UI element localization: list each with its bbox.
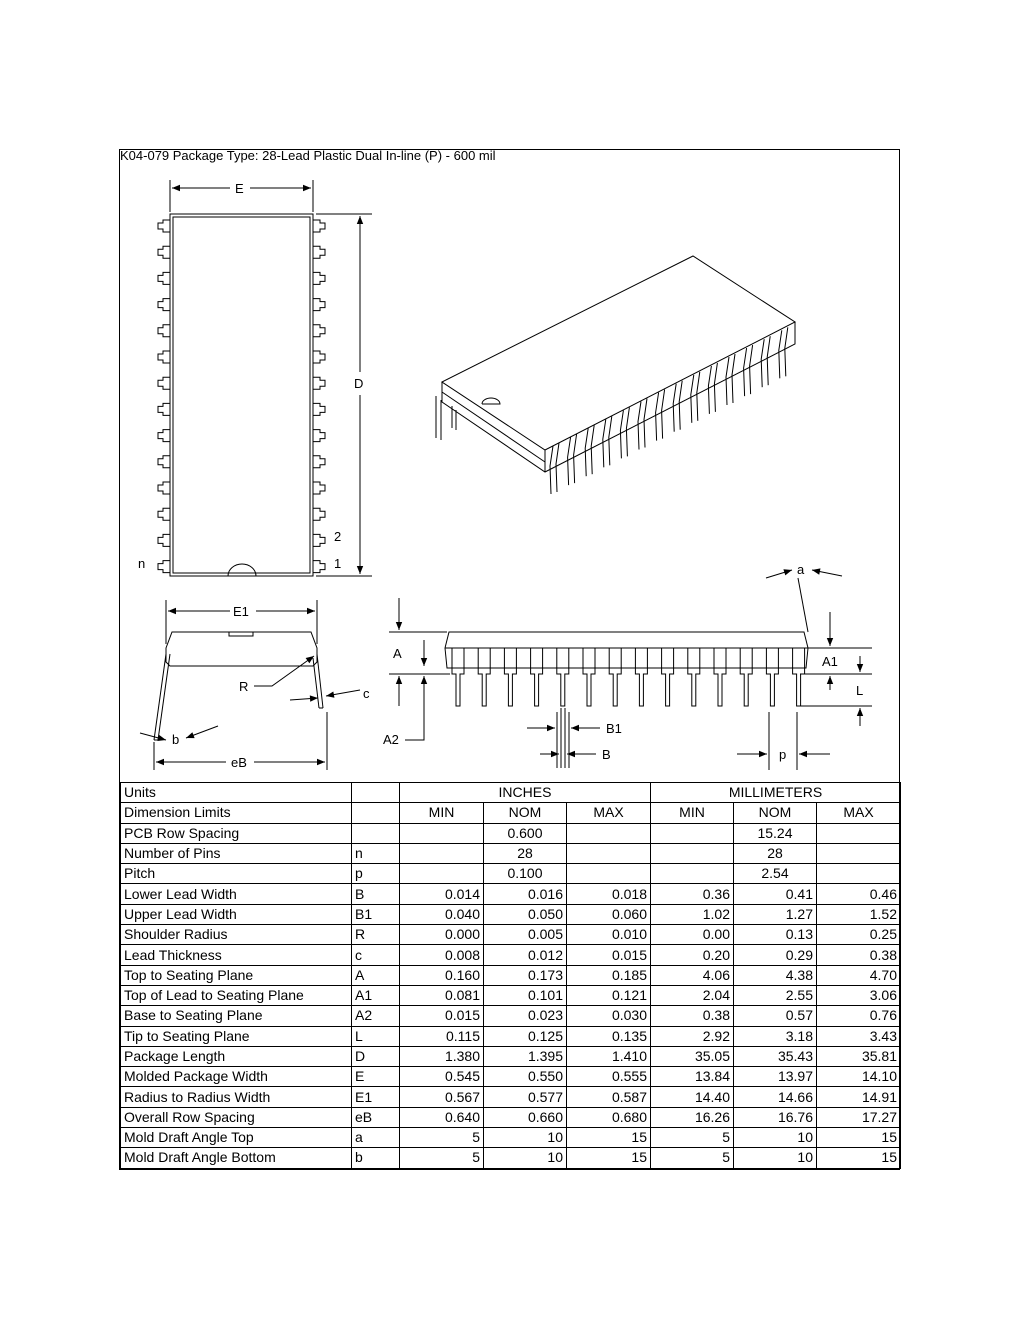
dimension-value: 0.46 <box>817 884 901 904</box>
units-label: Units <box>121 783 352 803</box>
dimension-value: 14.10 <box>817 1067 901 1087</box>
dimension-value: 0.57 <box>734 1006 817 1026</box>
dimension-name: Lead Thickness <box>121 945 352 965</box>
pin-outline <box>313 430 325 442</box>
inches-header: INCHES <box>400 783 651 803</box>
dimension-value: 10 <box>484 1148 567 1168</box>
pin-outline <box>158 534 170 546</box>
label-A2: A2 <box>383 732 399 747</box>
pin-outline <box>313 351 325 363</box>
col-header: NOM <box>734 803 817 823</box>
dimension-symbol: L <box>352 1026 400 1046</box>
dimension-symbol: c <box>352 945 400 965</box>
label-R: R <box>239 679 249 694</box>
dimension-value: 0.015 <box>400 1006 484 1026</box>
dimension-value: 0.29 <box>734 945 817 965</box>
dimension-value <box>817 823 901 843</box>
dimension-name: Top to Seating Plane <box>121 965 352 985</box>
table-row <box>121 985 901 1005</box>
dimension-value: 15.24 <box>734 823 817 843</box>
label-E1: E1 <box>233 604 249 619</box>
pin-outline <box>313 299 325 311</box>
dimension-value: 0.25 <box>817 925 901 945</box>
label-pin2: 2 <box>334 529 342 544</box>
table-row <box>121 1107 901 1127</box>
dimension-symbol: R <box>352 925 400 945</box>
dimension-symbol: b <box>352 1148 400 1168</box>
dimension-value: 1.380 <box>400 1046 484 1066</box>
iso-pin <box>744 345 753 396</box>
side-pin <box>504 648 516 706</box>
dimension-symbol: a <box>352 1128 400 1148</box>
side-pin <box>557 648 569 706</box>
pin-outline <box>158 456 170 468</box>
isometric-view <box>436 256 795 494</box>
table-row <box>121 1148 901 1168</box>
dimension-value: 1.02 <box>651 904 734 924</box>
label-n: n <box>138 556 146 571</box>
dimension-symbol: E1 <box>352 1087 400 1107</box>
pin-outline <box>313 325 325 337</box>
dimension-value <box>567 864 651 884</box>
left-pins <box>158 220 170 573</box>
dimension-value <box>567 843 651 863</box>
side-pin <box>740 648 752 706</box>
dimension-value: 0.38 <box>817 945 901 965</box>
pin-outline <box>313 561 325 573</box>
pin-outline <box>158 482 170 494</box>
pin-outline <box>158 377 170 389</box>
pin-outline <box>313 377 325 389</box>
dimension-value: 10 <box>484 1128 567 1148</box>
dimension-value: 1.410 <box>567 1046 651 1066</box>
dimension-value <box>651 823 734 843</box>
dimension-value <box>651 864 734 884</box>
dimension-value: 0.135 <box>567 1026 651 1046</box>
dimension-value <box>817 864 901 884</box>
dimension-name: Top of Lead to Seating Plane <box>121 985 352 1005</box>
dimension-value: 3.43 <box>817 1026 901 1046</box>
dimension-value: 3.18 <box>734 1026 817 1046</box>
dimension-value: 5 <box>400 1148 484 1168</box>
dimension-value: 0.660 <box>484 1107 567 1127</box>
iso-pin <box>779 327 788 378</box>
dimension-value: 0.577 <box>484 1087 567 1107</box>
dimension-value: 4.38 <box>734 965 817 985</box>
package-title: K04-079 Package Type: 28-Lead Plastic Dual In-line (P) - 600 mil <box>120 148 496 163</box>
pin-outline <box>158 272 170 284</box>
dimension-value: 0.640 <box>400 1107 484 1127</box>
dimension-value: 15 <box>567 1128 651 1148</box>
dimension-value: 0.00 <box>651 925 734 945</box>
dimension-name: Package Length <box>121 1046 352 1066</box>
dimension-value: 13.97 <box>734 1067 817 1087</box>
dimension-value: 0.680 <box>567 1107 651 1127</box>
label-L: L <box>856 683 864 698</box>
pin-outline <box>158 403 170 415</box>
label-E: E <box>235 181 244 196</box>
table-row <box>121 1046 901 1066</box>
pin-outline <box>313 508 325 520</box>
dimension-value <box>651 843 734 863</box>
pin-outline <box>313 456 325 468</box>
dimension-value: 0.567 <box>400 1087 484 1107</box>
table-row <box>121 823 901 843</box>
dimension-value: 0.587 <box>567 1087 651 1107</box>
table-row <box>121 904 901 924</box>
millimeters-header: MILLIMETERS <box>651 783 901 803</box>
col-header: MAX <box>567 803 651 823</box>
side-pin <box>793 648 805 706</box>
dimension-value: 0.000 <box>400 925 484 945</box>
dimension-value: 10 <box>734 1148 817 1168</box>
dimension-value: 5 <box>400 1128 484 1148</box>
dimension-symbol: B <box>352 884 400 904</box>
dimension-value: 0.600 <box>484 823 567 843</box>
dimension-value: 0.100 <box>484 864 567 884</box>
side-pin <box>609 648 621 706</box>
table-row <box>121 965 901 985</box>
dimension-value: 35.05 <box>651 1046 734 1066</box>
dimension-value: 0.023 <box>484 1006 567 1026</box>
side-pin <box>531 648 543 706</box>
table-row <box>121 843 901 863</box>
dimension-value: 0.173 <box>484 965 567 985</box>
dimension-value: 0.030 <box>567 1006 651 1026</box>
side-pin <box>478 648 490 706</box>
label-A1: A1 <box>822 654 838 669</box>
label-p: p <box>779 747 787 762</box>
dimension-value: 14.91 <box>817 1087 901 1107</box>
dimension-name: Shoulder Radius <box>121 925 352 945</box>
pin-outline <box>158 299 170 311</box>
iso-pin <box>761 336 770 387</box>
dimension-value: 2.04 <box>651 985 734 1005</box>
dimension-value: 2.54 <box>734 864 817 884</box>
label-B: B <box>602 747 611 762</box>
dimension-symbol: E <box>352 1067 400 1087</box>
dimension-value: 0.555 <box>567 1067 651 1087</box>
dimension-value: 0.550 <box>484 1067 567 1087</box>
dimension-value: 0.015 <box>567 945 651 965</box>
table-row <box>121 945 901 965</box>
dimension-value: 0.101 <box>484 985 567 1005</box>
dimension-value <box>400 823 484 843</box>
top-view <box>158 180 372 576</box>
side-pins <box>452 648 805 706</box>
dimension-name: Overall Row Spacing <box>121 1107 352 1127</box>
dimension-name: Mold Draft Angle Top <box>121 1128 352 1148</box>
col-header: MIN <box>400 803 484 823</box>
dimension-value: 0.115 <box>400 1026 484 1046</box>
dimension-name: Tip to Seating Plane <box>121 1026 352 1046</box>
dimension-value: 15 <box>567 1148 651 1168</box>
pin-outline <box>158 220 170 232</box>
iso-pin <box>726 354 735 405</box>
dimension-value: 2.55 <box>734 985 817 1005</box>
table-row <box>121 925 901 945</box>
dimension-value: 28 <box>734 843 817 863</box>
dimension-value: 0.160 <box>400 965 484 985</box>
dimension-symbol: A1 <box>352 985 400 1005</box>
label-pin1: 1 <box>334 556 342 571</box>
dimension-value: 0.38 <box>651 1006 734 1026</box>
dimension-name: Molded Package Width <box>121 1067 352 1087</box>
dimension-value <box>400 843 484 863</box>
label-c: c <box>363 686 370 701</box>
dimension-value <box>567 823 651 843</box>
dimension-name: Lower Lead Width <box>121 884 352 904</box>
dimension-value: 0.36 <box>651 884 734 904</box>
dimension-value: 0.040 <box>400 904 484 924</box>
dimension-value: 0.005 <box>484 925 567 945</box>
side-pin <box>583 648 595 706</box>
dimension-value: 10 <box>734 1128 817 1148</box>
dimension-symbol: A <box>352 965 400 985</box>
side-pin <box>714 648 726 706</box>
side-pin <box>635 648 647 706</box>
dimension-value: 35.43 <box>734 1046 817 1066</box>
table-row <box>121 1026 901 1046</box>
dimension-value: 0.060 <box>567 904 651 924</box>
pin-outline <box>313 482 325 494</box>
dimension-value: 0.545 <box>400 1067 484 1087</box>
dimension-value: 14.66 <box>734 1087 817 1107</box>
dimension-name: Upper Lead Width <box>121 904 352 924</box>
dimension-value: 2.92 <box>651 1026 734 1046</box>
dimension-value: 0.121 <box>567 985 651 1005</box>
limits-row <box>121 803 901 823</box>
table-row <box>121 1087 901 1107</box>
pin-outline <box>158 325 170 337</box>
dimension-value: 0.76 <box>817 1006 901 1026</box>
side-pin <box>662 648 674 706</box>
dimension-value: 0.41 <box>734 884 817 904</box>
table-row <box>121 1067 901 1087</box>
dimension-value: 0.014 <box>400 884 484 904</box>
pin-outline <box>158 246 170 258</box>
dimension-value: 28 <box>484 843 567 863</box>
pin-outline <box>313 220 325 232</box>
dimension-value: 16.76 <box>734 1107 817 1127</box>
iso-pin <box>436 396 456 440</box>
dimension-value <box>400 864 484 884</box>
dimension-value: 15 <box>817 1128 901 1148</box>
dimension-value: 1.27 <box>734 904 817 924</box>
col-header: MIN <box>651 803 734 823</box>
table-row <box>121 864 901 884</box>
dimension-value: 0.185 <box>567 965 651 985</box>
dimension-name: Number of Pins <box>121 843 352 863</box>
col-header: MAX <box>817 803 901 823</box>
pin-outline <box>313 246 325 258</box>
label-A: A <box>393 646 402 661</box>
dimension-value: 0.13 <box>734 925 817 945</box>
dimension-value: 0.081 <box>400 985 484 1005</box>
dimension-limits-label: Dimension Limits <box>121 803 352 823</box>
pin-outline <box>158 561 170 573</box>
dimension-value: 0.125 <box>484 1026 567 1046</box>
dimension-symbol: A2 <box>352 1006 400 1026</box>
pin-outline <box>158 430 170 442</box>
dimension-value: 16.26 <box>651 1107 734 1127</box>
dimension-name: Mold Draft Angle Bottom <box>121 1148 352 1168</box>
dimension-symbol <box>352 823 400 843</box>
right-pins <box>313 220 325 573</box>
dimension-value: 3.06 <box>817 985 901 1005</box>
dimension-value: 4.06 <box>651 965 734 985</box>
dimension-symbol: p <box>352 864 400 884</box>
pin-outline <box>313 272 325 284</box>
label-eB: eB <box>231 755 247 770</box>
dimension-name: Base to Seating Plane <box>121 1006 352 1026</box>
table-row <box>121 1006 901 1026</box>
dimension-value: 0.20 <box>651 945 734 965</box>
pin-outline <box>313 403 325 415</box>
dimension-value <box>817 843 901 863</box>
pin1-notch <box>228 564 256 576</box>
dimension-value: 14.40 <box>651 1087 734 1107</box>
dimension-value: 5 <box>651 1128 734 1148</box>
dimension-symbol: eB <box>352 1107 400 1127</box>
dimension-value: 0.008 <box>400 945 484 965</box>
dimension-value: 1.52 <box>817 904 901 924</box>
side-pin <box>452 648 464 706</box>
dimension-value: 0.010 <box>567 925 651 945</box>
label-a: a <box>797 562 805 577</box>
dimension-symbol: D <box>352 1046 400 1066</box>
dimension-value: 0.050 <box>484 904 567 924</box>
dimension-value: 13.84 <box>651 1067 734 1087</box>
dimension-value: 0.012 <box>484 945 567 965</box>
pin-outline <box>313 534 325 546</box>
pin-outline <box>158 351 170 363</box>
dimension-symbol: B1 <box>352 904 400 924</box>
dimension-symbol: n <box>352 843 400 863</box>
label-B1: B1 <box>606 721 622 736</box>
dimension-table <box>120 782 901 1169</box>
side-pin <box>766 648 778 706</box>
col-header: NOM <box>484 803 567 823</box>
side-view <box>389 570 872 770</box>
dimension-name: Pitch <box>121 864 352 884</box>
pin-outline <box>158 508 170 520</box>
label-D: D <box>354 376 364 391</box>
dimension-value: 1.395 <box>484 1046 567 1066</box>
dimension-value: 15 <box>817 1148 901 1168</box>
dimension-name: Radius to Radius Width <box>121 1087 352 1107</box>
dimension-value: 5 <box>651 1148 734 1168</box>
units-row <box>121 783 901 803</box>
iso-pin <box>691 372 700 423</box>
dimension-name: PCB Row Spacing <box>121 823 352 843</box>
dimension-value: 4.70 <box>817 965 901 985</box>
side-pin <box>688 648 700 706</box>
iso-pin <box>708 363 717 414</box>
label-b: b <box>172 732 180 747</box>
dimension-value: 35.81 <box>817 1046 901 1066</box>
table-row <box>121 884 901 904</box>
table-row <box>121 1128 901 1148</box>
dimension-value: 0.016 <box>484 884 567 904</box>
dimension-value: 17.27 <box>817 1107 901 1127</box>
dimension-value: 0.018 <box>567 884 651 904</box>
